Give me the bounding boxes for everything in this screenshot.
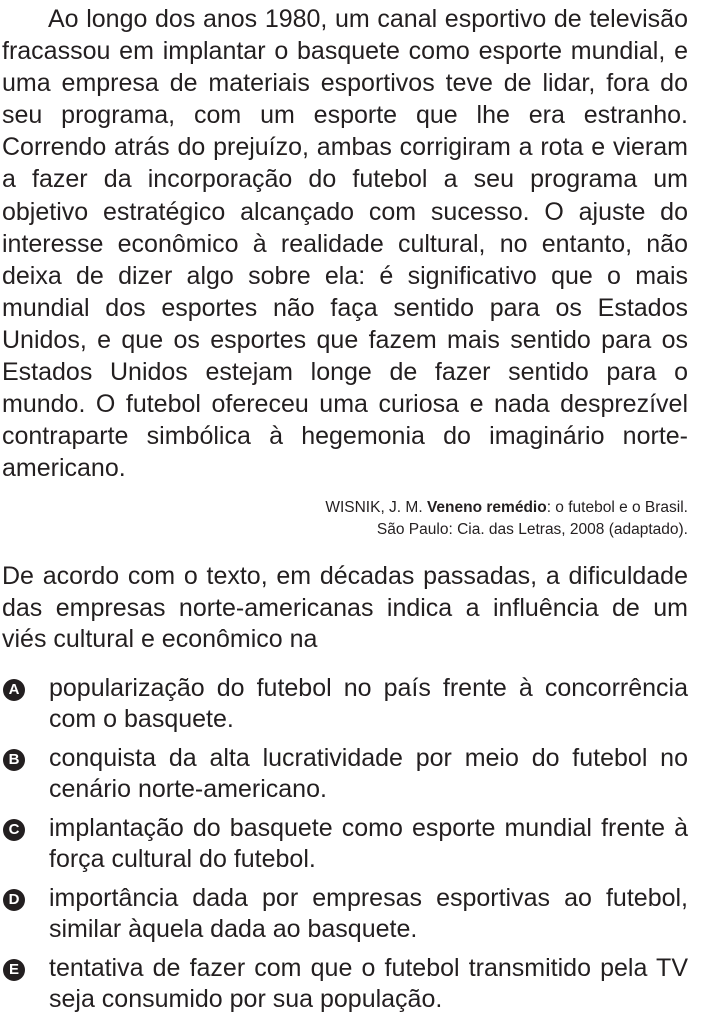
option-text: tentativa de fazer com que o futebol transmitido pela TV seja consumido por sua população. xyxy=(49,954,688,1013)
option-text: popularização do futebol no país frente à concorrência com o basquete. xyxy=(49,674,688,733)
reading-passage: Ao longo dos anos 1980, um canal esportivo de televisão fracassou em implantar o basquete como esporte mundial, e uma empresa de materiais esportivos teve de lidar, fora do seu programa, com um esporte que lhe era estranho. Correndo atrás do prejuízo, ambas corrigiram a rota e vieram a fazer da incorporação do futebol a seu programa um objetivo estratégico alcançado com sucesso. O ajuste do interesse econômico à realidade cultural, no entanto, não deixa de dizer algo sobre ela: é significativo que o mais mundial dos esportes não faça sentido para os Estados Unidos, e que os esportes que fazem mais sentido para os Estados Unidos estejam longe de fazer sentido para o mundo. O futebol ofereceu uma curiosa e nada desprezível contraparte simbólica à hegemonia do imaginário norte-americano. xyxy=(2,5,688,483)
option-letter-badge: A xyxy=(3,679,25,701)
option-text: importância dada por empresas esportivas ao futebol, similar àquela dada ao basquete. xyxy=(49,884,688,943)
citation-publisher: São Paulo: Cia. das Letras, 2008 (adaptado). xyxy=(376,521,688,538)
citation-line-1 xyxy=(188,497,688,519)
source-citation xyxy=(188,497,688,541)
answer-option-d[interactable] xyxy=(0,883,690,945)
question-stem: De acordo com o texto, em décadas passadas, a dificuldade das empresas norte-americanas indica a influência de um viés cultural e econômico na xyxy=(2,562,688,653)
option-letter-badge: D xyxy=(3,889,25,911)
answer-option-b[interactable] xyxy=(0,743,690,805)
option-letter-badge: E xyxy=(3,959,25,981)
option-text: conquista da alta lucratividade por meio do futebol no cenário norte-americano. xyxy=(49,744,688,803)
option-text: implantação do basquete como esporte mundial frente à força cultural do futebol. xyxy=(49,814,688,873)
citation-subtitle: : o futebol e o Brasil. xyxy=(546,499,688,516)
citation-author: WISNIK, J. M. xyxy=(325,499,427,516)
option-letter-badge: C xyxy=(3,819,25,841)
answer-option-e[interactable] xyxy=(0,953,690,1015)
answer-option-a[interactable] xyxy=(0,673,690,735)
citation-book-title: Veneno remédio xyxy=(426,499,547,516)
answer-option-c[interactable] xyxy=(0,813,690,875)
option-letter-badge: B xyxy=(3,749,25,771)
